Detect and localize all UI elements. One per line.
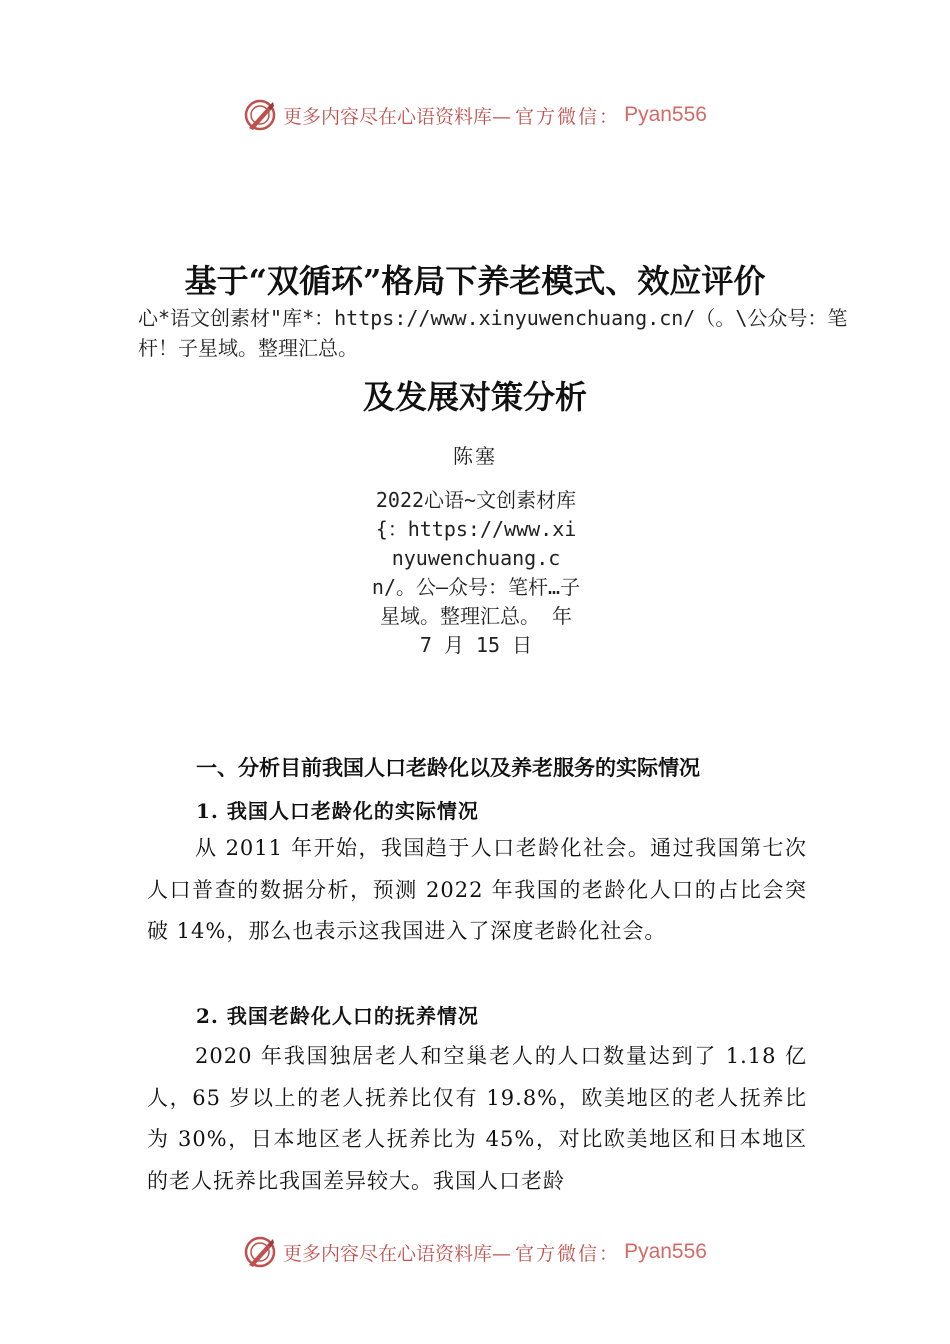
paragraph-2: 2020 年我国独居老人和空巢老人的人口数量达到了 1.18 亿人，65 岁以上的老人抚养比仅有 19.8%，欧美地区的老人抚养比为 30%，日本地区老人抚养比为 45%，对比欧美地区和日本地区的老人抚养比我国差异较大。我国人口老龄 [147, 1044, 807, 1193]
wechat-id: Pyan556 [624, 103, 707, 126]
source-note: 心*语文创素材"库*：https://www.xinyuwenchuang.cn/（。\公众号：笔杆！子星域。整理汇总。 [138, 306, 848, 360]
banner-text: 更多内容尽在心语资料库— [283, 1242, 512, 1265]
pen-logo-icon [243, 98, 277, 132]
subsection1-heading: 1. 我国人口老龄化的实际情况 [196, 799, 479, 823]
date-block: 2022心语~文创素材库{：https://www.xinyuwenchuang.cn/。公—众号：笔杆…子星域。整理汇总。 年 7 月 15 日 [371, 488, 581, 657]
banner-text: 更多内容尽在心语资料库— [283, 105, 512, 128]
wechat-label: 官方微信： [515, 105, 621, 128]
subsection2-heading: 2. 我国老龄化人口的抚养情况 [196, 1004, 479, 1028]
document-title-line1: 基于“双循环”格局下养老模式、效应评价 [184, 262, 766, 300]
section1-heading: 一、分析目前我国人口老龄化以及养老服务的实际情况 [196, 756, 700, 780]
wechat-label: 官方微信： [515, 1242, 621, 1265]
author-name: 陈塞 [453, 444, 497, 468]
pen-logo-icon [243, 1235, 277, 1269]
document-title-line2: 及发展对策分析 [362, 378, 587, 416]
wechat-id: Pyan556 [624, 1240, 707, 1263]
header-banner [0, 95, 950, 135]
paragraph-1: 从 2011 年开始，我国趋于人口老龄化社会。通过我国第七次人口普查的数据分析，预测 2022 年我国的老龄化人口的占比会突破 14%，那么也表示这我国进入了深度老龄化社会。 [147, 836, 807, 943]
footer-banner [0, 1232, 950, 1272]
